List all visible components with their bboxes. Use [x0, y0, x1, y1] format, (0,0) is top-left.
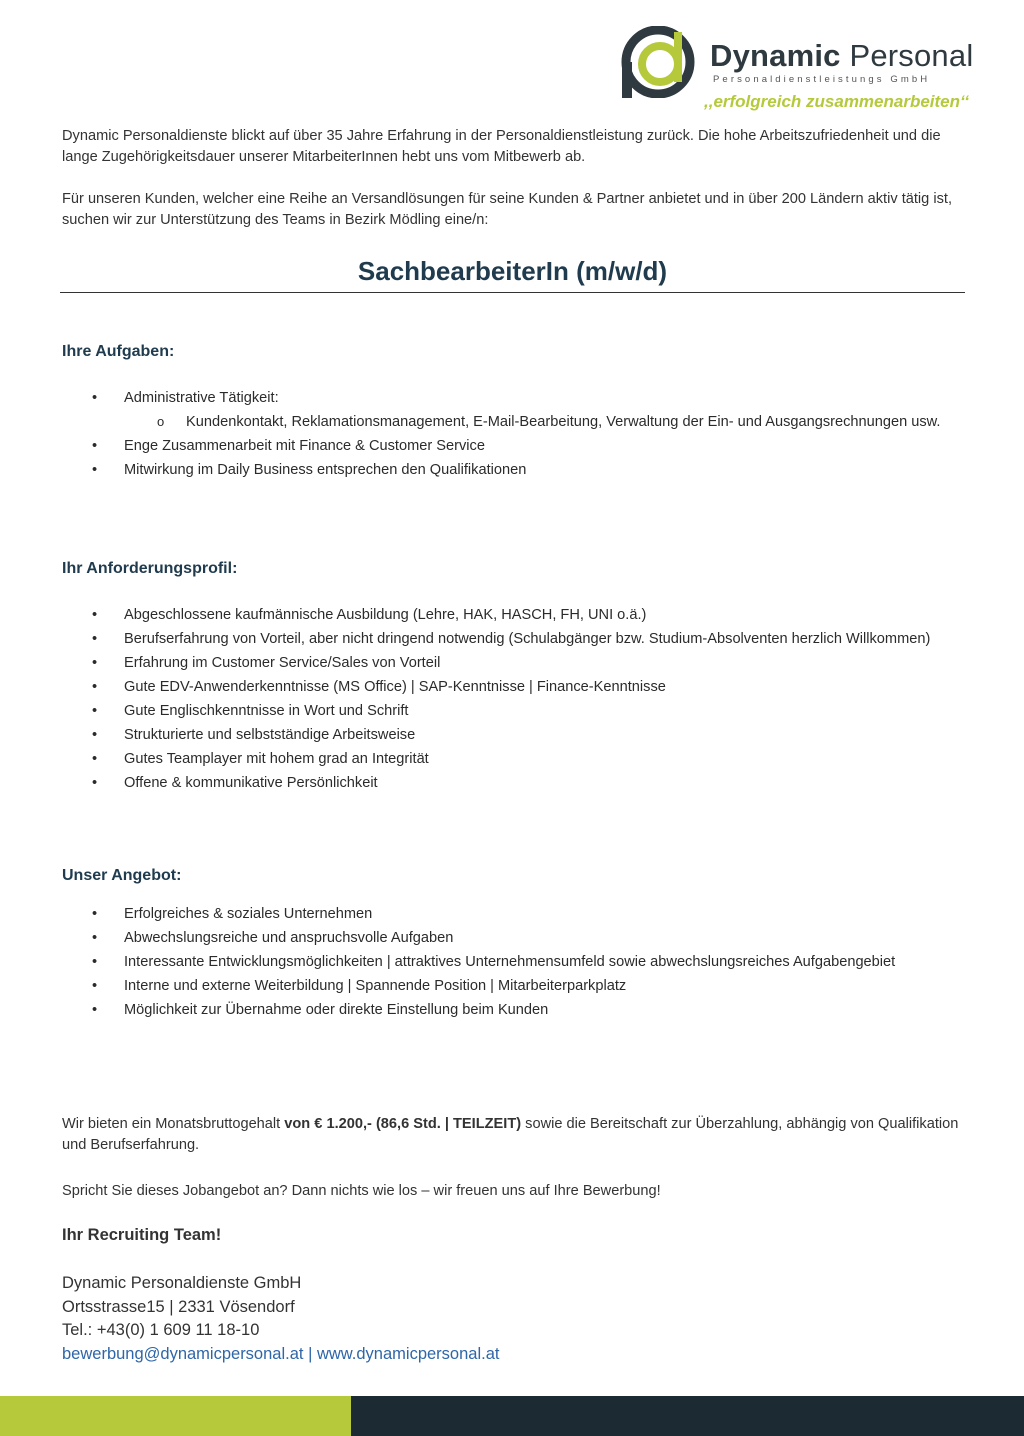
brand-name: Dynamic Personal: [710, 38, 974, 73]
footer-bar-dark: [351, 1396, 1024, 1436]
brand-subtitle: Personaldienstleistungs GmbH: [713, 74, 931, 85]
offer-list: [62, 902, 967, 1022]
tasks-list: [62, 386, 967, 482]
profile-list: [62, 603, 967, 795]
list-item: • Abgeschlossene kaufmännische Ausbildung (Lehre, HAK, HASCH, FH, UNI o.ä.): [62, 603, 967, 627]
company-name: Dynamic Personaldienste GmbH: [62, 1274, 302, 1292]
list-item: • Mitwirkung im Daily Business entsprechen den Qualifikationen: [62, 458, 967, 482]
list-item: • Gute EDV-Anwenderkenntnisse (MS Office) | SAP-Kenntnisse | Finance-Kenntnisse: [62, 675, 967, 699]
list-item: • Interne und externe Weiterbildung | Spannende Position | Mitarbeiterparkplatz: [62, 974, 967, 998]
phone: Tel.: +43(0) 1 609 11 18-10: [62, 1321, 260, 1339]
slogan: ,,erfolgreich zusammenarbeiten‘‘: [704, 92, 969, 111]
call-to-action: Spricht Sie dieses Jobangebot an? Dann nichts wie los – wir freuen uns auf Ihre Bewerbung!: [62, 1183, 661, 1199]
list-item: • Interessante Entwicklungsmöglichkeiten | attraktives Unternehmensumfeld sowie abwechslungsreiches Aufgabengebiet: [62, 950, 967, 974]
company-logo: [620, 26, 990, 98]
list-item: • Offene & kommunikative Persönlichkeit: [62, 771, 967, 795]
list-item: • Gute Englischkenntnisse in Wort und Schrift: [62, 699, 967, 723]
offer-heading: Unser Angebot:: [62, 867, 182, 884]
tasks-heading: Ihre Aufgaben:: [62, 343, 175, 360]
intro-paragraph-2: Für unseren Kunden, welcher eine Reihe an Versandlösungen für seine Kunden & Partner anbietet und in über 200 Ländern aktiv tätig ist, suchen wir zur Unterstützung des Teams in Bezirk Mödling eine/n:: [62, 191, 952, 228]
list-item: • Berufserfahrung von Vorteil, aber nicht dringend notwendig (Schulabgänger bzw. Studium-Absolventen herzlich Willkommen): [62, 627, 967, 651]
list-item: • Möglichkeit zur Übernahme oder direkte Einstellung beim Kunden: [62, 998, 967, 1022]
team-signature: Ihr Recruiting Team!: [62, 1226, 222, 1244]
list-item: • Erfahrung im Customer Service/Sales von Vorteil: [62, 651, 967, 675]
list-item: • Enge Zusammenarbeit mit Finance & Customer Service: [62, 434, 967, 458]
list-item: • Gutes Teamplayer mit hohem grad an Integrität: [62, 747, 967, 771]
intro-paragraph-1: Dynamic Personaldienste blickt auf über 35 Jahre Erfahrung in der Personaldienstleistung zurück. Die hohe Arbeitszufriedenheit und die lange Zugehörigkeitsdauer unserer MitarbeiterInnen hebt uns vom Mitbewerb ab.: [62, 128, 941, 165]
list-item: • Administrative Tätigkeit: o Kundenkontakt, Reklamationsmanagement, E-Mail-Bearbeitung, Verwaltung der Ein- und Ausgangsrechnungen usw.: [62, 386, 967, 434]
address: Ortsstrasse15 | 2331 Vösendorf: [62, 1297, 295, 1316]
sub-list-item: o Kundenkontakt, Reklamationsmanagement, E-Mail-Bearbeitung, Verwaltung der Ein- und Ausgangsrechnungen usw.: [124, 410, 967, 434]
dp-logo-icon: [620, 26, 698, 98]
contact-links: bewerbung@dynamicpersonal.at | www.dynamicpersonal.at: [62, 1344, 500, 1363]
list-item: • Abwechslungsreiche und anspruchsvolle Aufgaben: [62, 926, 967, 950]
profile-heading: Ihr Anforderungsprofil:: [62, 560, 238, 577]
website-link[interactable]: www.dynamicpersonal.at: [316, 1344, 500, 1363]
job-title: SachbearbeiterIn (m/w/d): [357, 256, 668, 286]
list-item: • Erfolgreiches & soziales Unternehmen: [62, 902, 967, 926]
email-link[interactable]: bewerbung@dynamicpersonal.at: [62, 1344, 304, 1363]
contact-block: [62, 1272, 499, 1366]
list-item: • Strukturierte und selbstständige Arbeitsweise: [62, 723, 967, 747]
footer-bar-green: [0, 1396, 351, 1436]
salary-paragraph: Wir bieten ein Monatsbruttogehalt von € 1.200,- (86,6 Std. | TEILZEIT) sowie die Bereitschaft zur Überzahlung, abhängig von Qualifikation und Berufserfahrung.: [62, 1116, 959, 1153]
title-divider: [60, 292, 965, 293]
